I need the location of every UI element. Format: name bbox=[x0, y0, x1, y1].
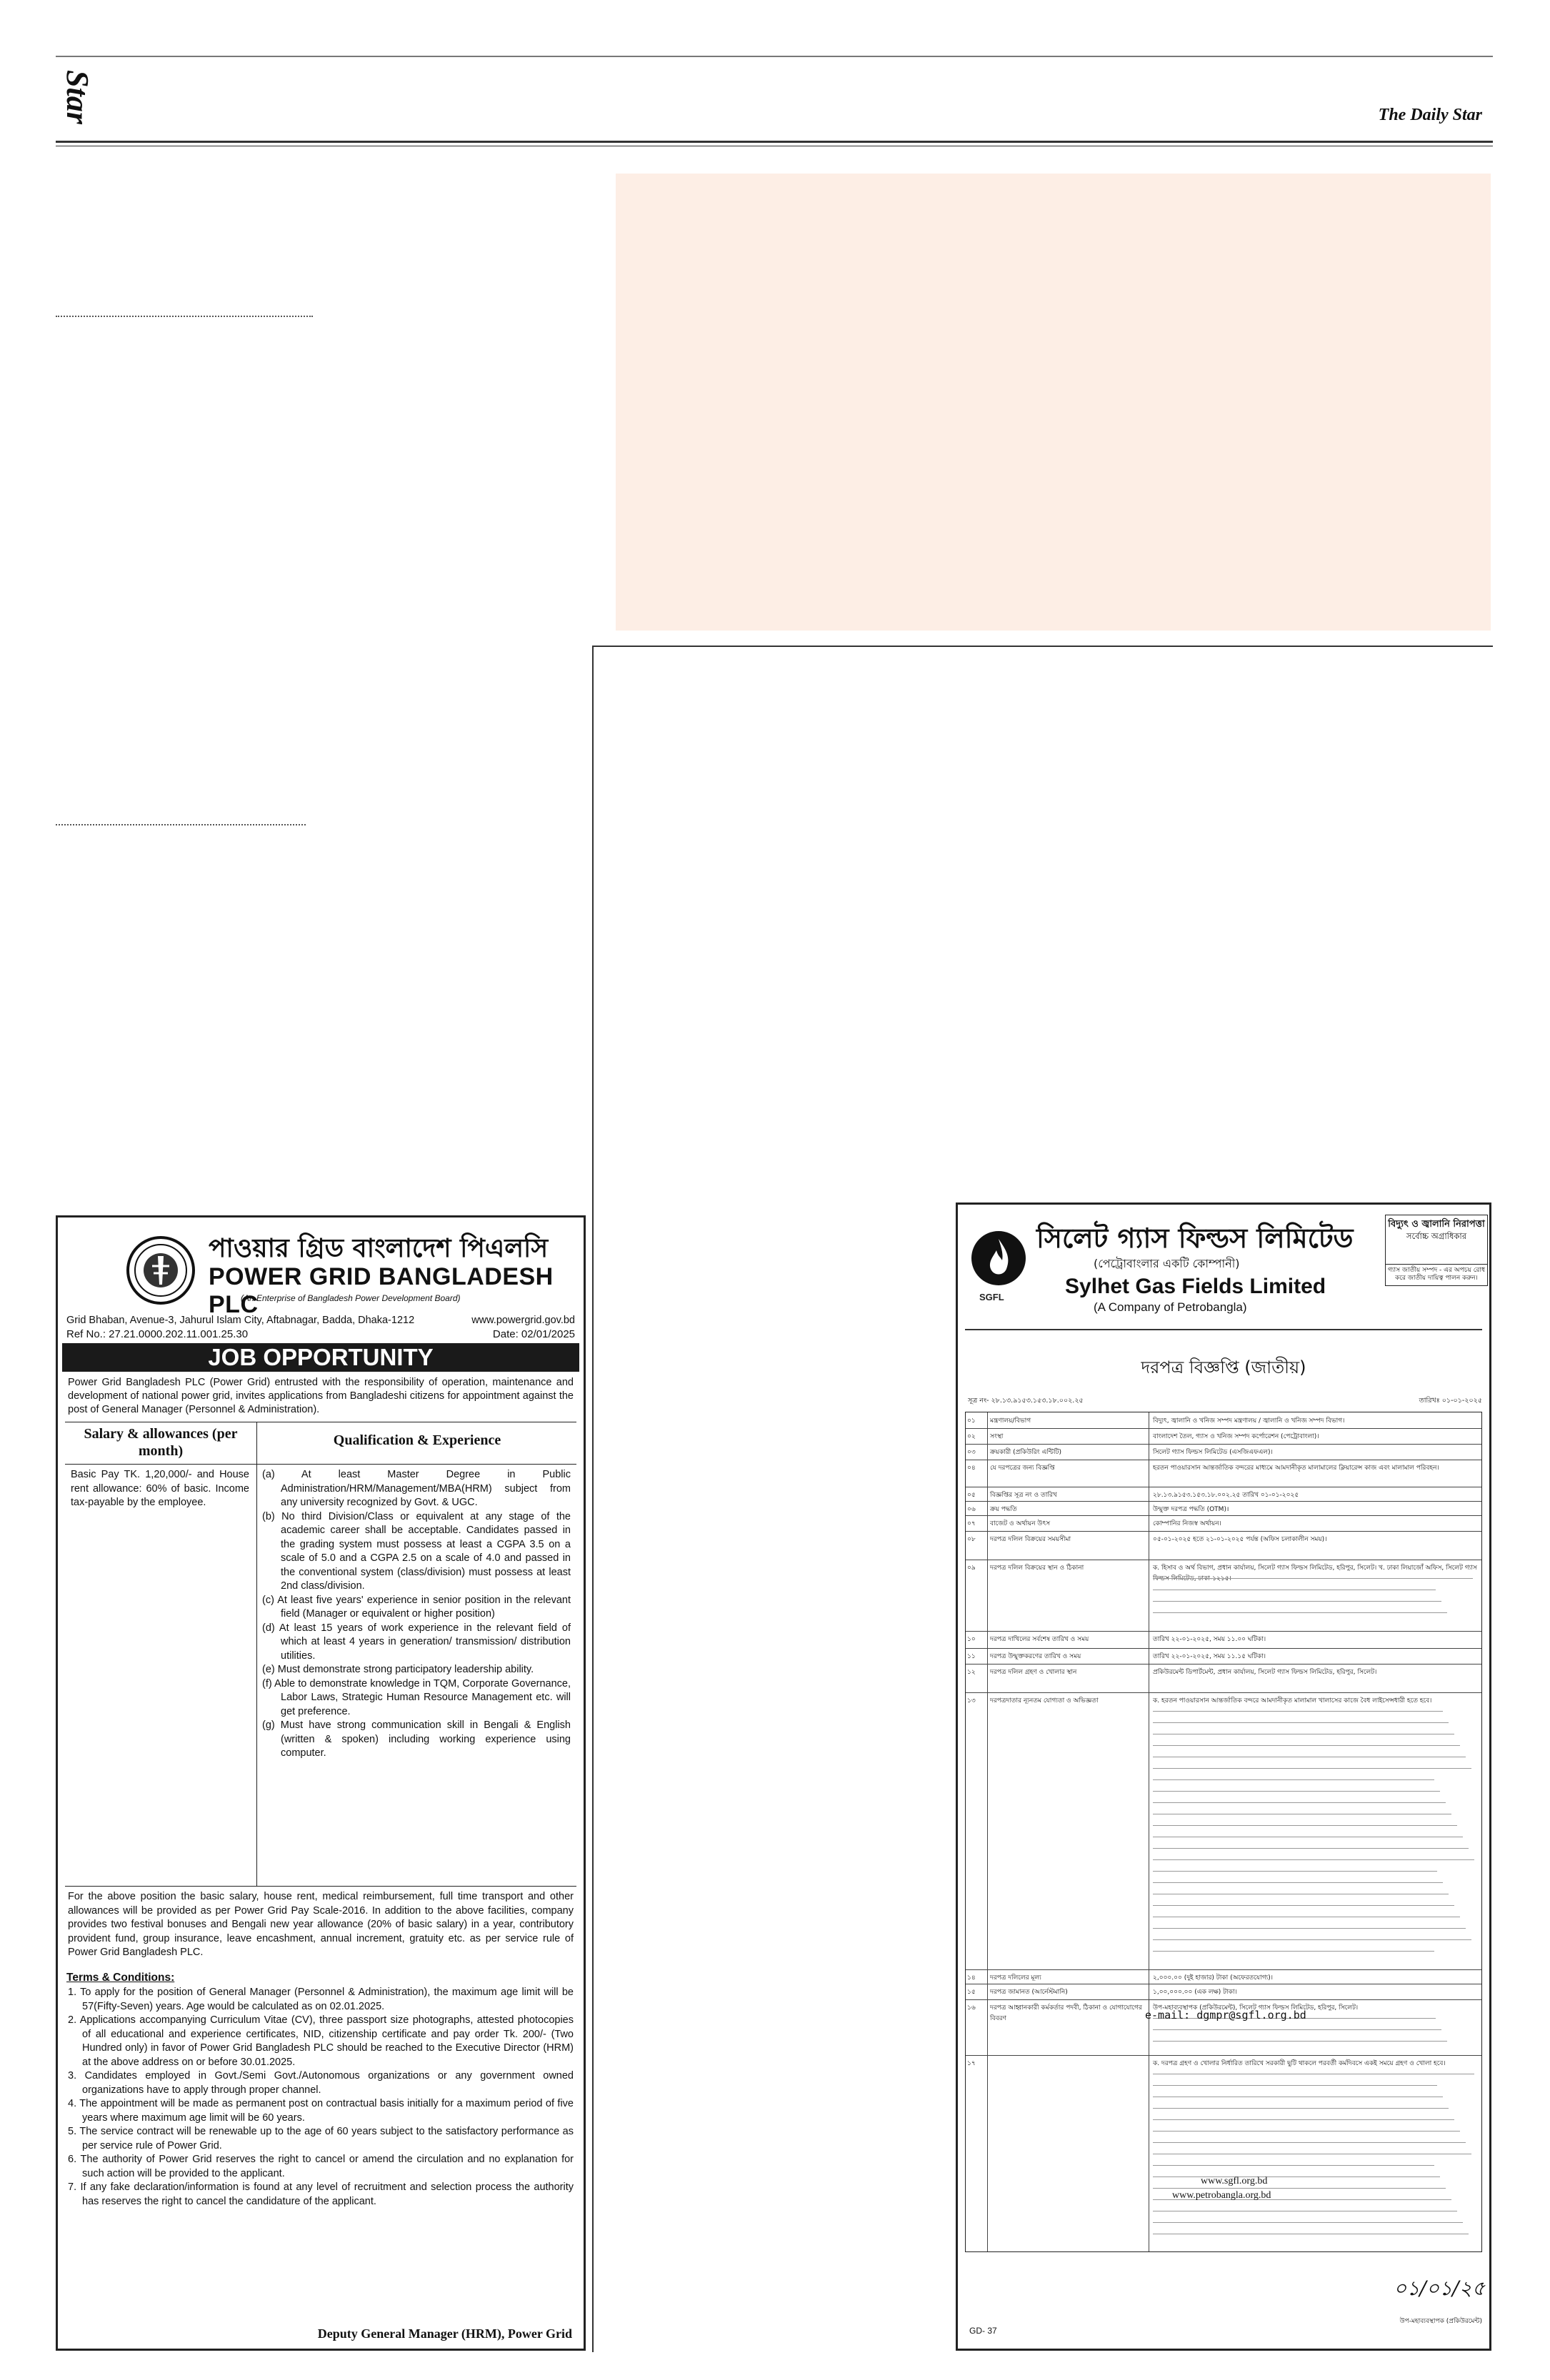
row-number: ০২ bbox=[967, 1433, 976, 1440]
row-number: ১১ bbox=[967, 1653, 976, 1660]
table-row bbox=[966, 1501, 1481, 1502]
qualification-item: (b) No third Division/Class or equivalent at any stage of the academic career shall be acceptable. Candidates passed in the grading system must possess at least a CGPA 3.5 on a scale of 5.0 and a CGPA 2.5 on a scale of 4.0 and passed in the conventional system (class/division) must possess at least 2nd class/division. bbox=[262, 1510, 571, 1592]
row-number: ১৫ bbox=[967, 1989, 976, 1996]
column-rule bbox=[592, 646, 594, 2352]
power-grid-ad bbox=[56, 1215, 586, 2351]
row-number: ১২ bbox=[967, 1669, 976, 1676]
fine-print-line bbox=[1153, 1859, 1474, 1860]
power-grid-seal-icon bbox=[125, 1235, 196, 1306]
memo-number: সূত্র নং- ২৮.১৩.৯১৫৩.১৫৩.১৮.০০২.২৫ bbox=[968, 1397, 1084, 1405]
table-row bbox=[966, 1631, 1481, 1632]
sgfl-website: www.sgfl.org.bd bbox=[1201, 2176, 1268, 2186]
row-value: ২৮.১৩.৯১৫৩.১৫৩.১৮.০০২.২৫ তারিখ ০১-০১-২০২৫ bbox=[1153, 1492, 1299, 1499]
row-label: দরপত্র দলিল বিক্রয়ের সময়সীমা bbox=[990, 1536, 1071, 1543]
benefits-text: For the above position the basic salary, house rent, medical reimbursement, full time transport and other allowances will be provided as per Power Grid Pay Scale-2016. In addition to the above facilities, company provides two festival bonuses and Bengali new year allowance (20% of basic salary) in a year, contributory provident fund, group insurance, leave encashment, annual increment, gratuity etc. as per service rule of Power Grid Bangladesh PLC. bbox=[68, 1891, 574, 1958]
fine-print-line bbox=[1153, 1905, 1454, 1906]
sgfl-tender-ad bbox=[956, 1202, 1491, 2351]
fine-print-line bbox=[1153, 1711, 1443, 1712]
fine-print-line bbox=[1153, 2119, 1454, 2120]
qualification-item: (a) At least Master Degree in Public Administration/HRM/Management/MBA(HRM) subject from any university recognized by Govt. & UGC. bbox=[262, 1469, 571, 1508]
row-number: ০৪ bbox=[967, 1465, 976, 1472]
table-row bbox=[966, 1648, 1481, 1649]
power-grid-ref: Ref No.: 27.21.0000.202.11.001.25.30 bbox=[66, 1328, 249, 1340]
fine-print-line bbox=[1153, 2165, 1434, 2166]
fine-print-line bbox=[1153, 1578, 1473, 1579]
table-header-rule bbox=[65, 1464, 576, 1465]
fine-print-line bbox=[1153, 1745, 1460, 1746]
terms-item: 2. Applications accompanying Curriculum Vitae (CV), three passport size photographs, attested photocopies of all educational and experience certificates, NID, citizenship certificate and pay order Tk. 200/- (Two Hundred only) in favor of Power Grid Bangladesh PLC should be reached to the Executive Director (HRM) at the above address on or before 30.01.2025. bbox=[68, 2014, 574, 2068]
row-value: প্রকিউরমেন্ট ডিপার্টমেন্ট, প্রধান কার্যালয়, সিলেট গ্যাস ফিল্ডস লিমিটেড, হরিপুর, সিলেট। bbox=[1153, 1669, 1377, 1676]
row-value: বাংলাদেশ তৈল, গ্যাস ও খনিজ সম্পদ কর্পোরেশন (পেট্রোবাংলা)। bbox=[1153, 1433, 1319, 1440]
sgfl-header-rule bbox=[965, 1329, 1482, 1330]
fine-print-line bbox=[1153, 2085, 1437, 2086]
dotted-separator bbox=[56, 316, 313, 317]
paper-name: The Daily Star bbox=[1378, 106, 1482, 124]
qualification-item: (f) Able to demonstrate knowledge in TQM, Corporate Governance, Labor Laws, Strategic Human Resource Management etc. will get preference. bbox=[262, 1677, 571, 1717]
fine-print-line bbox=[1153, 2142, 1466, 2143]
row-label: দরপত্রদাতার ন্যূনতম যোগ্যতা ও অভিজ্ঞতা bbox=[990, 1697, 1099, 1704]
fine-print-line bbox=[1153, 2131, 1460, 2132]
table-row bbox=[966, 1969, 1481, 1970]
row-value: তারিখ ২২-০১-২০২৫, সময় ১১.১৫ ঘটিকা। bbox=[1153, 1653, 1266, 1660]
terms-item: 1. To apply for the position of General Manager (Personnel & Administration), the maximum age limit will be 57(Fifty-Seven) years. Age would be calculated as on 02.01.2025. bbox=[68, 1987, 574, 2012]
row-number: ১৪ bbox=[967, 1974, 976, 1982]
qualification-item: (d) At least 15 years of work experience in the relevant field of which at least 4 years in generation/ transmission/ distribution utilities. bbox=[262, 1622, 571, 1662]
star-logo-text: Star bbox=[60, 70, 95, 124]
table-row bbox=[966, 1444, 1481, 1445]
fine-print-line bbox=[1153, 1612, 1447, 1613]
row-value: কোম্পানির নিজস্ব অর্থায়ন। bbox=[1153, 1520, 1221, 1527]
fine-print-line bbox=[1153, 1871, 1437, 1872]
row-label: বিজ্ঞপ্তির সূত্র নং ও তারিখ bbox=[990, 1492, 1057, 1499]
row-label: বাজেট ও অর্থায়ন উৎস bbox=[990, 1520, 1051, 1527]
row-number: ০৬ bbox=[967, 1506, 976, 1513]
fine-print-line bbox=[1153, 2029, 1441, 2030]
ministry-line-2: সর্বোচ্চ অগ্রাধিকার bbox=[1406, 1231, 1467, 1241]
terms-heading: Terms & Conditions: bbox=[66, 1972, 175, 1984]
row-value: ক. হিসাব ও অর্থ বিভাগ, প্রধান কার্যালয়, সিলেট গ্যাস ফিল্ডস লিমিটেড, হরিপুর, সিলেট। খ. ঢাকা লিয়াজোঁ অফিস, সিলেট গ্যাস ফিল্ডস লিমিটেড, ঢাকা-১২১৫। bbox=[1153, 1565, 1477, 1582]
row-value: ০৫-০১-২০২৫ হতে ২১-০১-২০২৫ পর্যন্ত (অফিস চলাকালীন সময়)। bbox=[1153, 1536, 1327, 1543]
row-value: সিলেট গ্যাস ফিল্ডস লিমিটেড (এসজিএফএল)। bbox=[1153, 1449, 1273, 1456]
terms-item: 3. Candidates employed in Govt./Semi Govt./Autonomous organizations or any government owned organizations have to apply through proper channel. bbox=[68, 2070, 574, 2096]
row-value: উন্মুক্ত দরপত্র পদ্ধতি (OTM)। bbox=[1153, 1506, 1229, 1513]
ministry-line-1: বিদ্যুৎ ও জ্বালানি নিরাপত্তা bbox=[1388, 1219, 1485, 1230]
sgfl-signer: উপ-মহাব্যবস্থাপক (প্রকিউরমেন্ট) bbox=[1399, 2318, 1482, 2325]
row-label: ক্রয় পদ্ধতি bbox=[990, 1506, 1017, 1513]
row-label: দরপত্র দলিল বিক্রয়ের স্থান ও ঠিকানা bbox=[990, 1565, 1084, 1572]
row-number: ০৭ bbox=[967, 1520, 976, 1527]
row-value: হরতন পাওয়ারসান আন্তর্জাতিক বন্দরের মাধ্যমে আমদানীকৃত মালামালের ক্লিয়ারেন্স কাজ এবং মালামাল পরিবহন। bbox=[1153, 1465, 1439, 1472]
table-col-divider bbox=[987, 1412, 988, 2251]
sgfl-name-en-sub: (A Company of Petrobangla) bbox=[1094, 1300, 1247, 1314]
fine-print-line bbox=[1153, 1882, 1443, 1883]
fine-print-line bbox=[1153, 2188, 1446, 2189]
row-number: ১৭ bbox=[967, 2060, 976, 2067]
power-grid-name-en: POWER GRID BANGLADESH PLC bbox=[209, 1263, 554, 1318]
row-label: ক্রয়কারী (প্রকিউরিং এন্টিটি) bbox=[990, 1449, 1061, 1456]
fine-print-line bbox=[1153, 1939, 1471, 1940]
row-label: দরপত্র দলিল গ্রহণ ও খোলার স্থান bbox=[990, 1669, 1077, 1676]
power-grid-website: www.powergrid.gov.bd bbox=[471, 1315, 575, 1326]
salary-text: Basic Pay TK. 1,20,000/- and House rent allowance: 60% of basic. Income tax-payable by the employee. bbox=[71, 1469, 249, 1508]
power-grid-date: Date: 02/01/2025 bbox=[492, 1328, 575, 1340]
row-label: মন্ত্রণালয়/বিভাগ bbox=[990, 1417, 1031, 1425]
fine-print-line bbox=[1153, 2041, 1447, 2042]
row-number: ০৫ bbox=[967, 1492, 976, 1499]
terms-item: 5. The service contract will be renewable up to the age of 60 years subject to the satisfactory performance as per service rule of Power Grid. bbox=[68, 2126, 574, 2151]
row-label: দরপত্র আহ্বানকারী কর্মকর্তার পদবী, ঠিকানা ও যোগাযোগের বিবরণ bbox=[990, 2004, 1142, 2022]
qualification-item: (g) Must have strong communication skill in Bengali & English (written & spoken) including working experience using computer. bbox=[262, 1719, 571, 1759]
top-rule bbox=[56, 56, 1493, 57]
fine-print-line bbox=[1153, 1601, 1441, 1602]
sgfl-name-bn: সিলেট গ্যাস ফিল্ডস লিমিটেড bbox=[1036, 1222, 1354, 1254]
row-value: বিদ্যুৎ, জ্বালানি ও খনিজ সম্পদ মন্ত্রণালয় / জ্বালানি ও খনিজ সম্পদ বিভাগ। bbox=[1153, 1417, 1345, 1425]
tender-notice-title: দরপত্র বিজ্ঞপ্তি (জাতীয়) bbox=[1141, 1357, 1306, 1377]
fine-print-line bbox=[1153, 1779, 1434, 1780]
masthead-rule-1 bbox=[56, 141, 1493, 143]
fine-print-line bbox=[1153, 1791, 1440, 1792]
row-number: ০৮ bbox=[967, 1536, 976, 1543]
sgfl-signature: ০১/০১/২৫ bbox=[1394, 2276, 1485, 2300]
sgfl-logo-text: SGFL bbox=[979, 1292, 1004, 1302]
fine-print-line bbox=[1153, 2108, 1449, 2109]
fine-print-line bbox=[1153, 1768, 1471, 1769]
power-grid-name-bn: পাওয়ার গ্রিড বাংলাদেশ পিএলসি bbox=[209, 1234, 549, 1263]
fine-print-line bbox=[1153, 1722, 1449, 1723]
job-opportunity-banner: JOB OPPORTUNITY bbox=[62, 1343, 579, 1372]
fine-print-line bbox=[1153, 2176, 1440, 2177]
row-value: উপ-মহাব্যবস্থাপক (প্রকিউরমেন্ট), সিলেট গ্যাস ফিল্ডস লিমিটেড, হরিপুর, সিলেট। bbox=[1153, 2004, 1359, 2012]
petrobangla-website: www.petrobangla.org.bd bbox=[1172, 2190, 1271, 2201]
row-number: ১৩ bbox=[967, 1697, 976, 1704]
fine-print-line bbox=[1153, 1928, 1466, 1929]
row-number: ০৯ bbox=[967, 1565, 976, 1572]
row-number: ০১ bbox=[967, 1417, 976, 1425]
power-grid-intro: Power Grid Bangladesh PLC (Power Grid) entrusted with the responsibility of operation, maintenance and development of national power grid, invites applications from Bangladeshi citizens for appointment against the post of General Manager (Personnel & Administration). bbox=[68, 1377, 574, 1415]
row-value: তারিখ ২২-০১-২০২৫, সময় ১১.০০ ঘটিকা। bbox=[1153, 1636, 1266, 1643]
sgfl-flame-logo-icon bbox=[969, 1229, 1028, 1287]
table-bottom-rule bbox=[65, 1886, 576, 1887]
row-number: ০৩ bbox=[967, 1449, 976, 1456]
row-label: দরপত্র জামানত (আর্নেস্টমানি) bbox=[990, 1989, 1068, 1996]
sgfl-name-bn-sub: (পেট্রোবাংলার একটি কোম্পানী) bbox=[1094, 1257, 1240, 1270]
fine-print-line bbox=[1153, 1802, 1446, 1803]
power-grid-address: Grid Bhaban, Avenue-3, Jahurul Islam City, Aftabnagar, Badda, Dhaka-1212 bbox=[66, 1315, 415, 1326]
row-value: ক. দরপত্র গ্রহণ ও খোলার নির্ধারিত তারিখে সরকারী ছুটি থাকলে পরবর্তী কর্মদিবসে একই সময়ে গ্রহণ ও খোলা হবে। bbox=[1153, 2060, 1446, 2067]
table-row bbox=[966, 1999, 1481, 2000]
table-row bbox=[966, 1515, 1481, 1516]
dotted-separator bbox=[56, 824, 306, 825]
table-row bbox=[966, 1664, 1481, 1665]
fine-print-line bbox=[1153, 1825, 1457, 1826]
row-number: ১০ bbox=[967, 1636, 976, 1643]
row-label: দরপত্র দাখিলের সর্বশেষ তারিখ ও সময় bbox=[990, 1636, 1089, 1643]
ministry-box bbox=[1385, 1215, 1488, 1286]
ministry-note: গ্যাস জাতীয় সম্পদ - এর অপচয় রোধ করে জাতীয় দায়িত্ব পালন করুন। bbox=[1386, 1264, 1487, 1282]
table-row bbox=[966, 1692, 1481, 1693]
shaded-box bbox=[616, 174, 1491, 631]
sgfl-name-en: Sylhet Gas Fields Limited bbox=[1065, 1275, 1326, 1298]
terms-list bbox=[68, 1986, 574, 2209]
sgfl-email: e-mail: dgmpr@sgfl.org.bd bbox=[1145, 2009, 1306, 2022]
row-value: ২,০০০.০০ (দুই হাজার) টাকা (অফেরতযোগ্য)। bbox=[1153, 1974, 1273, 1982]
power-grid-subtitle: (An Enterprise of Bangladesh Power Development Board) bbox=[241, 1293, 461, 1303]
terms-item: 7. If any fake declaration/information is found at any level of recruitment and selection process the authority has reserves the right to cancel the candidature of the applicant. bbox=[68, 2181, 574, 2207]
row-value: ক. হরতন পাওয়ারসান আন্তর্জাতিক বন্দরে আমদানীকৃত মালামাল খালাসের কাজে বৈধ লাইসেন্সধারী হতে হবে। bbox=[1153, 1697, 1432, 1704]
row-label: দরপত্র দলিলের মূল্য bbox=[990, 1974, 1041, 1982]
qualification-header: Qualification & Experience bbox=[333, 1432, 501, 1448]
row-value: ১,০০,০০০.০০ (এক লক্ষ) টাকা। bbox=[1153, 1989, 1237, 1996]
power-grid-signature: Deputy General Manager (HRM), Power Grid bbox=[317, 2326, 572, 2341]
table-row bbox=[966, 2055, 1481, 2056]
fine-print-line bbox=[1153, 1951, 1434, 1952]
fine-print-line bbox=[1153, 1848, 1469, 1849]
row-label: দরপত্র উন্মুক্তকরণের তারিখ ও সময় bbox=[990, 1653, 1081, 1660]
qualification-item: (e) Must demonstrate strong participatory leadership ability. bbox=[262, 1664, 534, 1675]
qualification-list bbox=[262, 1468, 571, 1761]
terms-item: 4. The appointment will be made as permanent post on contractual basis initially for a maximum period of five years where maximum age limit will be 60 years. bbox=[68, 2098, 574, 2124]
tender-table bbox=[965, 1412, 1482, 2252]
qualification-item: (c) At least five years' experience in senior position in the relevant field (Manager or equivalent or higher position) bbox=[262, 1594, 571, 1620]
fine-print-line bbox=[1153, 2222, 1463, 2223]
gd-number: GD- 37 bbox=[969, 2326, 997, 2336]
memo-date: তারিখঃ ০১-০১-২০২৫ bbox=[1419, 1397, 1482, 1405]
star-logo bbox=[33, 63, 95, 131]
row-label: সংস্থা bbox=[990, 1433, 1004, 1440]
row-label: যে দরপত্রের জন্য বিজ্ঞপ্তি bbox=[990, 1465, 1055, 1472]
terms-item: 6. The authority of Power Grid reserves the right to cancel or amend the circulation and no explanation for such action will be provided to the applicant. bbox=[68, 2154, 574, 2179]
row-number: ১৬ bbox=[967, 2004, 976, 2012]
salary-header: Salary & allowances (per month) bbox=[84, 1426, 238, 1459]
table-row bbox=[966, 1531, 1481, 1532]
table-row bbox=[966, 1428, 1481, 1429]
section-rule bbox=[593, 646, 1493, 647]
